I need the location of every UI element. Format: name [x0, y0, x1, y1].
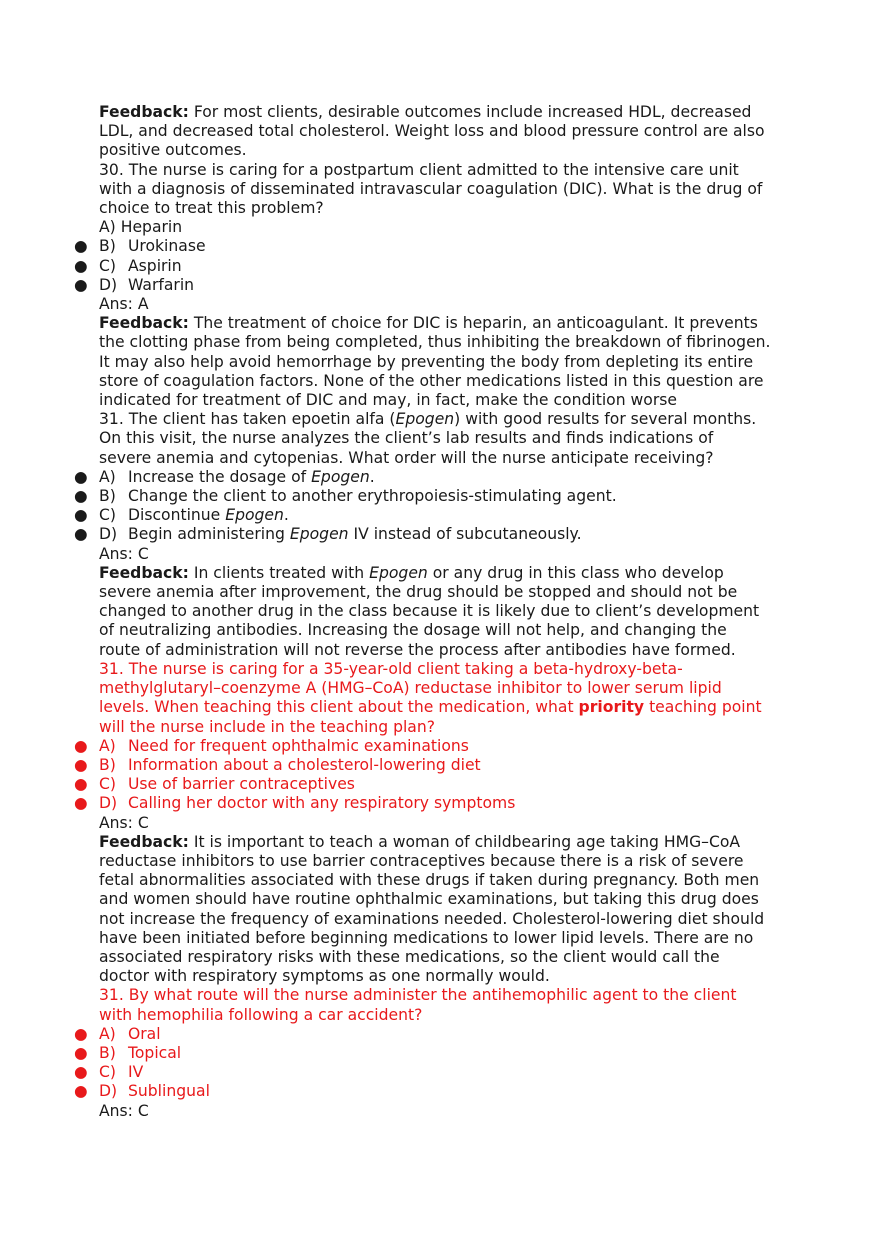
feedback-line: positive outcomes.	[99, 141, 247, 160]
question-stem-line: 31. By what route will the nurse administer the antihemophilic agent to the client	[99, 986, 737, 1005]
answer-option-a	[99, 218, 789, 237]
question-stem-line: 31. The nurse is caring for a 35-year-old client taking a beta-hydroxy-beta-	[99, 659, 683, 678]
bullet-icon: ●	[74, 237, 88, 256]
bullet-icon: ●	[74, 467, 88, 486]
feedback-line: the clotting phase from being completed, thus inhibiting the breakdown of fibrinogen.	[99, 333, 771, 352]
option-letter: B)	[99, 1043, 116, 1062]
option-letter: D)	[99, 525, 118, 544]
feedback-line: not increase the frequency of examinations needed. Cholesterol-lowering diet should	[99, 909, 765, 928]
answer-key: Ans: A	[99, 295, 149, 314]
document-body	[74, 103, 789, 1121]
answer-option-c: ● C) Use of barrier contraceptives	[74, 775, 355, 794]
question-stem-line: choice to treat this problem?	[99, 199, 324, 218]
question-stem-line: with a diagnosis of disseminated intravascular coagulation (DIC). What is the drug of	[99, 179, 763, 198]
bullet-icon: ●	[74, 775, 88, 794]
option-letter: B)	[99, 487, 116, 506]
question-stem-line: 30. The nurse is caring for a postpartum client admitted to the intensive care unit	[99, 160, 739, 179]
feedback-line: of neutralizing antibodies. Increasing the dosage will not help, and changing the	[99, 621, 727, 640]
question-stem-line: with hemophilia following a car accident?	[99, 1005, 423, 1024]
question-stem-line: levels. When teaching this client about the medication, what priority teaching point	[99, 698, 762, 717]
feedback-label: Feedback:	[99, 832, 189, 851]
feedback-line: reductase inhibitors to use barrier contraceptives because there is a risk of severe	[99, 851, 744, 870]
feedback-line: store of coagulation factors. None of the other medications listed in this question are	[99, 371, 764, 390]
feedback-label: Feedback:	[99, 563, 189, 582]
option-letter: D)	[99, 1082, 118, 1101]
feedback-line: and women should have routine ophthalmic examinations, but taking this drug does	[99, 890, 759, 909]
option-text: Warfarin	[128, 275, 195, 294]
answer-key: Ans: C	[99, 813, 149, 832]
question-stem-line: On this visit, the nurse analyzes the client’s lab results and finds indications of	[99, 429, 714, 448]
bullet-icon: ●	[74, 275, 88, 294]
answer-key: Ans: C	[99, 1101, 149, 1120]
priority-emphasis: priority	[578, 698, 645, 717]
option-letter: A)	[99, 1024, 116, 1043]
bullet-icon: ●	[74, 794, 88, 813]
feedback-label: Feedback:	[99, 103, 189, 121]
feedback-line: have been initiated before beginning medications to lower lipid levels. There are no	[99, 928, 754, 947]
feedback-line: Feedback: It is important to teach a woman of childbearing age taking HMG–CoA	[99, 832, 741, 851]
feedback-line: Feedback: In clients treated with Epogen or any drug in this class who develop	[99, 563, 724, 582]
option-letter: C)	[99, 1063, 116, 1082]
feedback-line: doctor with respiratory symptoms as one normally would.	[99, 967, 550, 986]
bullet-icon: ●	[74, 736, 88, 755]
bullet-icon: ●	[74, 1024, 88, 1043]
option-letter: B)	[99, 755, 116, 774]
answer-value: C	[137, 544, 149, 563]
answer-option-b: ● B) Change the client to another erythropoiesis-stimulating agent.	[74, 487, 617, 506]
option-letter: C)	[99, 506, 116, 525]
option-letter: C)	[99, 256, 116, 275]
bullet-icon: ●	[74, 755, 88, 774]
feedback-line: LDL, and decreased total cholesterol. Weight loss and blood pressure control are also	[99, 122, 765, 141]
answer-option-a: ● A) Increase the dosage of Epogen.	[74, 467, 375, 486]
answer-key: Ans: C	[99, 544, 149, 563]
feedback-line: Feedback: For most clients, desirable outcomes include increased HDL, decreased	[99, 103, 752, 121]
question-stem-line: 31. The client has taken epoetin alfa (Epogen) with good results for several months.	[99, 410, 757, 429]
answer-option-d: ● D) Calling her doctor with any respiratory symptoms	[74, 794, 516, 813]
feedback-line: severe anemia after improvement, the drug should be stopped and should not be	[99, 583, 738, 602]
bullet-icon: ●	[74, 487, 88, 506]
feedback-line: Feedback: The treatment of choice for DIC is heparin, an anticoagulant. It prevents	[99, 314, 758, 333]
feedback-line: route of administration will not reverse the process after antibodies have formed.	[99, 640, 736, 659]
option-letter: D)	[99, 794, 118, 813]
answer-option-b: ● B) Information about a cholesterol-lowering diet	[74, 755, 481, 774]
answer-value: C	[137, 1101, 149, 1120]
option-letter: C)	[99, 775, 116, 794]
question-stem-line: severe anemia and cytopenias. What order will the nurse anticipate receiving?	[99, 448, 714, 467]
option-letter: B)	[99, 237, 116, 256]
answer-option-d: ● D) Sublingual	[74, 1082, 210, 1101]
bullet-icon: ●	[74, 1043, 88, 1062]
answer-option-c: ● C) Discontinue Epogen.	[74, 506, 289, 525]
bullet-icon: ●	[74, 1063, 88, 1082]
answer-option-a: ● A) Oral	[74, 1024, 161, 1043]
option-letter: D)	[99, 275, 118, 294]
option-text: Heparin	[120, 218, 183, 237]
feedback-line: changed to another drug in the class because it is likely due to client’s development	[99, 602, 760, 621]
question-stem-line: will the nurse include in the teaching plan?	[99, 717, 436, 736]
feedback-label: Feedback:	[99, 314, 189, 333]
feedback-line: indicated for treatment of DIC and may, in fact, make the condition worse	[99, 391, 677, 410]
option-letter: A)	[99, 218, 116, 237]
question-stem-line: methylglutaryl–coenzyme A (HMG–CoA) reductase inhibitor to lower serum lipid	[99, 679, 722, 698]
bullet-icon: ●	[74, 256, 88, 275]
answer-option-b: ● B) Topical	[74, 1043, 182, 1062]
answer-option-a: ● A) Need for frequent ophthalmic examinations	[74, 736, 469, 755]
answer-value: A	[137, 295, 149, 314]
answer-option-c: ● C) IV	[74, 1063, 144, 1082]
answer-option-b	[74, 237, 789, 256]
bullet-icon: ●	[74, 1082, 88, 1101]
option-text: Aspirin	[128, 256, 182, 275]
feedback-line: fetal abnormalities associated with these drugs if taken during pregnancy. Both men	[99, 871, 760, 890]
feedback-line: associated respiratory risks with these medications, so the client would call the	[99, 947, 720, 966]
answer-option-c	[74, 256, 789, 276]
answer-option-d: ● D) Begin administering Epogen IV instead of subcutaneously.	[74, 525, 582, 544]
option-letter: A)	[99, 467, 116, 486]
answer-value: C	[137, 813, 149, 832]
bullet-icon: ●	[74, 525, 88, 544]
option-text: Urokinase	[128, 237, 206, 256]
feedback-line: It may also help avoid hemorrhage by preventing the body from depleting its entire	[99, 352, 754, 371]
answer-option-d	[74, 275, 789, 295]
bullet-icon: ●	[74, 506, 88, 525]
option-letter: A)	[99, 736, 116, 755]
